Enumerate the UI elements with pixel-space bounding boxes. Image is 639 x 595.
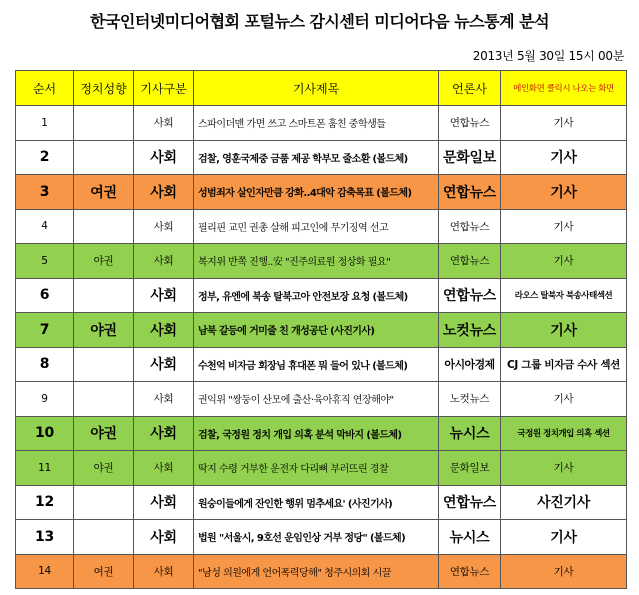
row-outlet: 문화일보 (439, 451, 501, 486)
row-political-leaning: 여권 (74, 554, 134, 589)
row-outlet: 노컷뉴스 (439, 313, 501, 348)
row-political-leaning (74, 106, 134, 141)
table-row (16, 313, 627, 348)
row-political-leaning (74, 209, 134, 244)
row-outlet: 연합뉴스 (439, 278, 501, 313)
row-outlet: 연합뉴스 (439, 244, 501, 279)
row-headline: 수천억 비자금 회장님 휴대폰 뭐 들어 있나 (볼드체) (194, 347, 439, 382)
row-category: 사회 (134, 347, 194, 382)
row-political-leaning: 야권 (74, 244, 134, 279)
table-header (16, 71, 627, 106)
row-main-screen: 기사 (501, 175, 627, 210)
row-main-screen: 기사 (501, 451, 627, 486)
row-number: 8 (16, 347, 74, 382)
header-headline: 기사제목 (194, 71, 439, 106)
table-row (16, 244, 627, 279)
row-outlet: 연합뉴스 (439, 554, 501, 589)
header-political-leaning: 정치성향 (74, 71, 134, 106)
row-headline: 정부, 유엔에 북송 탈북고아 안전보장 요청 (볼드체) (194, 278, 439, 313)
table-row (16, 554, 627, 589)
row-number: 2 (16, 140, 74, 175)
row-main-screen: 기사 (501, 106, 627, 141)
row-headline: "남성 의원에게 언어폭력당해" 청주시의회 시끌 (194, 554, 439, 589)
row-number: 5 (16, 244, 74, 279)
row-headline: 복지위 반쪽 진행..安 "진주의료원 정상화 필요" (194, 244, 439, 279)
row-number: 4 (16, 209, 74, 244)
header-category: 기사구분 (134, 71, 194, 106)
row-number: 11 (16, 451, 74, 486)
header-outlet: 언론사 (439, 71, 501, 106)
row-category: 사회 (134, 451, 194, 486)
row-outlet: 문화일보 (439, 140, 501, 175)
row-main-screen: 기사 (501, 382, 627, 417)
row-outlet: 연합뉴스 (439, 175, 501, 210)
row-headline: 성범죄자 살인자만큼 강화..4대악 감축목표 (볼드체) (194, 175, 439, 210)
row-headline: 필리핀 교민 권총 살해 피고인에 무기징역 선고 (194, 209, 439, 244)
row-category: 사회 (134, 140, 194, 175)
row-main-screen: 사진기사 (501, 485, 627, 520)
row-main-screen: 국정원 정치개입 의혹 섹션 (501, 416, 627, 451)
table-row (16, 140, 627, 175)
row-headline: 딱지 수령 거부한 운전자 다리뼈 부러뜨린 경찰 (194, 451, 439, 486)
row-political-leaning (74, 485, 134, 520)
row-political-leaning (74, 382, 134, 417)
row-number: 14 (16, 554, 74, 589)
row-category: 사회 (134, 106, 194, 141)
row-category: 사회 (134, 313, 194, 348)
table-row (16, 416, 627, 451)
table-row (16, 485, 627, 520)
page-title: 한국인터넷미디어협회 포털뉴스 감시센터 미디어다음 뉴스통계 분석 (89, 12, 550, 31)
row-political-leaning: 야권 (74, 416, 134, 451)
row-headline: 검찰, 국정원 정치 개입 의혹 분석 막바지 (볼드체) (194, 416, 439, 451)
row-main-screen: 기사 (501, 554, 627, 589)
row-political-leaning (74, 347, 134, 382)
row-main-screen: 기사 (501, 209, 627, 244)
table-row (16, 209, 627, 244)
row-headline: 남북 갈등에 거미줄 친 개성공단 (사진기사) (194, 313, 439, 348)
row-number: 1 (16, 106, 74, 141)
row-outlet: 노컷뉴스 (439, 382, 501, 417)
row-number: 9 (16, 382, 74, 417)
table-row (16, 451, 627, 486)
row-outlet: 연합뉴스 (439, 485, 501, 520)
row-outlet: 뉴시스 (439, 416, 501, 451)
row-headline: 법원 "서울시, 9호선 운임인상 거부 정당" (볼드체) (194, 520, 439, 555)
row-political-leaning (74, 520, 134, 555)
table-row (16, 382, 627, 417)
row-number: 7 (16, 313, 74, 348)
table-row (16, 278, 627, 313)
header-number: 순서 (16, 71, 74, 106)
row-headline: 검찰, 영훈국제중 금품 제공 학부모 줄소환 (볼드체) (194, 140, 439, 175)
table-row (16, 175, 627, 210)
table-row (16, 520, 627, 555)
row-political-leaning: 야권 (74, 313, 134, 348)
table-row (16, 347, 627, 382)
row-headline: 원숭이들에게 잔인한 행위 멈추세요' (사진기사) (194, 485, 439, 520)
row-number: 6 (16, 278, 74, 313)
row-political-leaning: 야권 (74, 451, 134, 486)
row-category: 사회 (134, 175, 194, 210)
row-category: 사회 (134, 244, 194, 279)
row-main-screen: 기사 (501, 520, 627, 555)
row-main-screen: 라오스 탈북자 북송사태섹션 (501, 278, 627, 313)
row-number: 12 (16, 485, 74, 520)
row-headline: 권익위 "쌍둥이 산모에 출산·육아휴직 연장해야" (194, 382, 439, 417)
row-main-screen: CJ 그룹 비자금 수사 섹션 (501, 347, 627, 382)
row-outlet: 연합뉴스 (439, 209, 501, 244)
news-stats-table (15, 70, 627, 589)
row-outlet: 연합뉴스 (439, 106, 501, 141)
row-number: 10 (16, 416, 74, 451)
table-row (16, 106, 627, 141)
row-political-leaning: 여권 (74, 175, 134, 210)
row-political-leaning (74, 140, 134, 175)
row-political-leaning (74, 278, 134, 313)
header-main-screen: 메인화면 클릭시 나오는 화면 (501, 71, 627, 106)
row-category: 사회 (134, 382, 194, 417)
row-category: 사회 (134, 416, 194, 451)
row-category: 사회 (134, 485, 194, 520)
row-main-screen: 기사 (501, 313, 627, 348)
row-headline: 스파이더맨 가면 쓰고 스마트폰 훔친 중학생들 (194, 106, 439, 141)
row-category: 사회 (134, 278, 194, 313)
row-outlet: 뉴시스 (439, 520, 501, 555)
row-category: 사회 (134, 209, 194, 244)
report-datetime: 2013년 5월 30일 15시 00분 (472, 49, 624, 63)
row-category: 사회 (134, 520, 194, 555)
row-main-screen: 기사 (501, 244, 627, 279)
table-header-row (16, 71, 627, 106)
row-number: 13 (16, 520, 74, 555)
row-category: 사회 (134, 554, 194, 589)
table-body (16, 106, 627, 589)
row-number: 3 (16, 175, 74, 210)
row-outlet: 아시아경제 (439, 347, 501, 382)
row-main-screen: 기사 (501, 140, 627, 175)
